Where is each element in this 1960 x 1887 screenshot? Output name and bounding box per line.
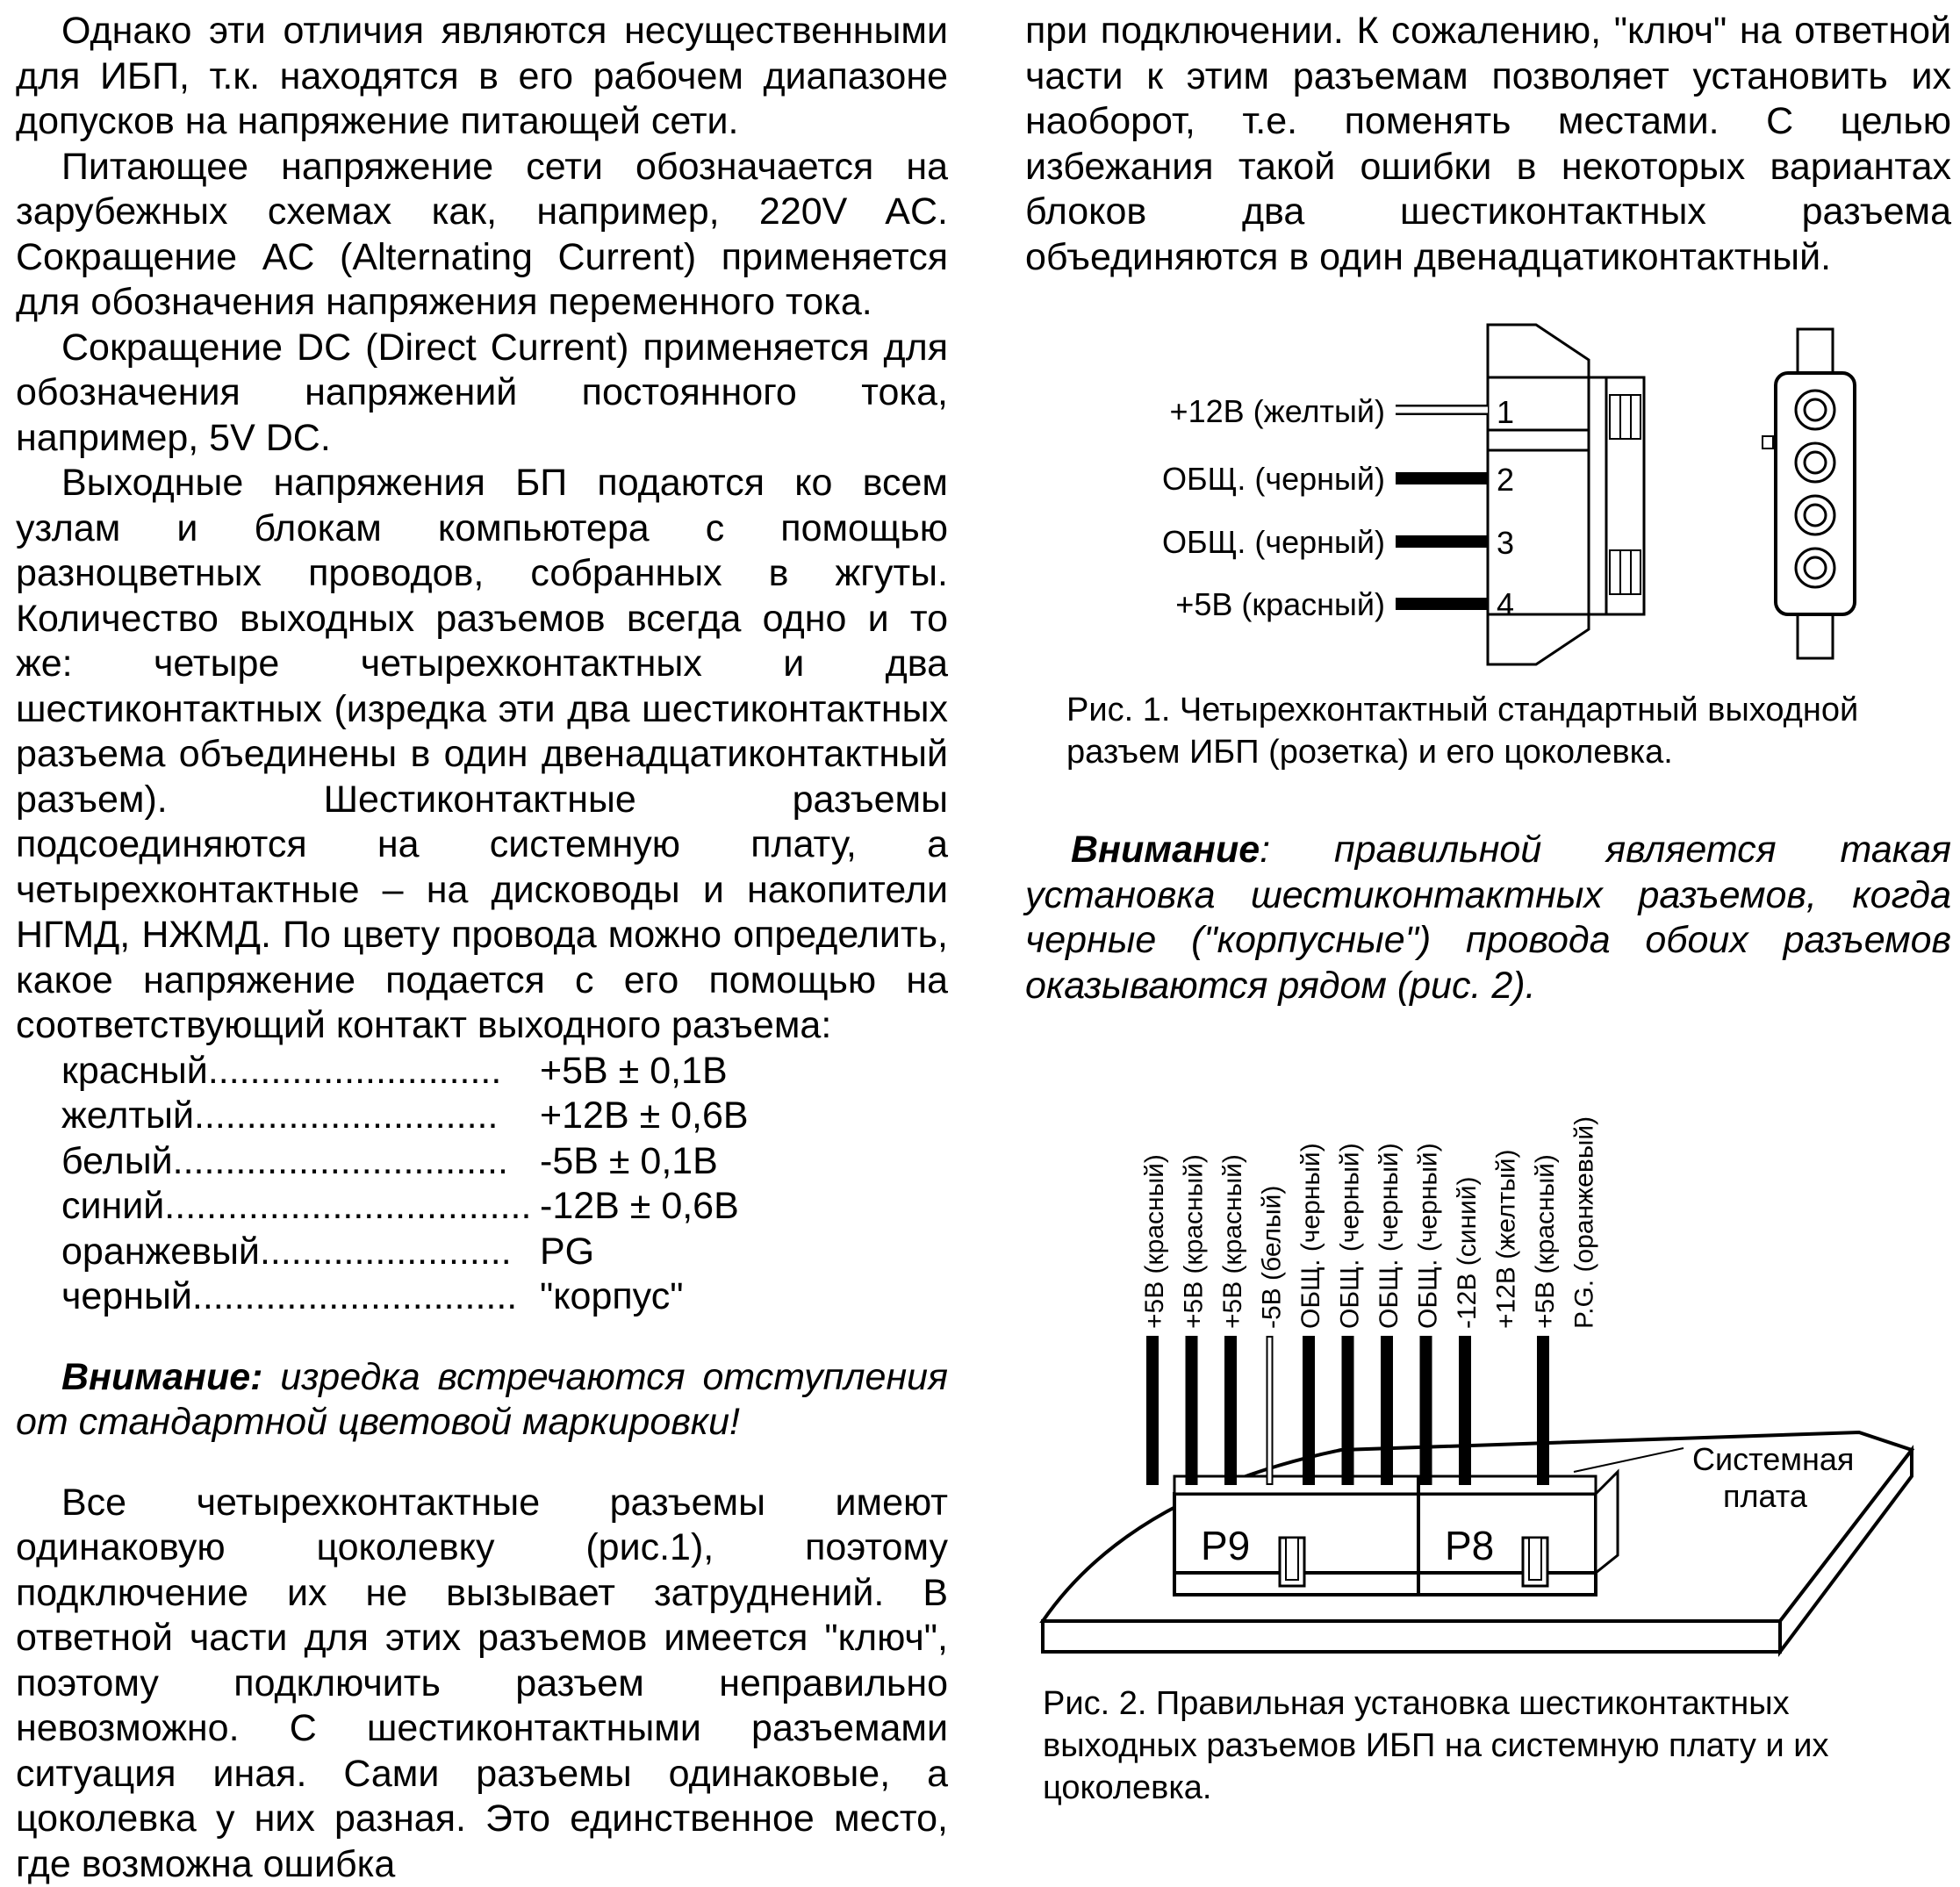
pin-number: 4: [1497, 586, 1514, 622]
right-column: [1025, 9, 1951, 280]
connector-latch-top: [1488, 325, 1589, 377]
warning-note: [1025, 828, 1951, 1008]
voltage-value: "корпус": [540, 1274, 829, 1320]
wire-color: белый................................: [61, 1139, 540, 1185]
voltage-value: +12В ± 0,6В: [540, 1094, 829, 1139]
figure-1-caption: Рис. 1. Четырехконтактный стандартный выходной разъем ИБП (розетка) и его цоколевка.: [1066, 689, 1944, 773]
wire-label: +5В (красный): [1180, 1154, 1209, 1329]
board-label: Системная: [1692, 1441, 1854, 1477]
wire-label: +5В (красный): [1531, 1154, 1560, 1329]
warning-text: изредка встречаются отступления от стандартной цветовой маркировки!: [16, 1356, 948, 1444]
connector-p9-label: P9: [1201, 1523, 1250, 1568]
voltage-row: [61, 1139, 829, 1185]
wire-label: -5В (белый): [1258, 1186, 1287, 1329]
figure-2: [1025, 1081, 1960, 1678]
voltage-row: [61, 1184, 829, 1230]
left-column: [16, 9, 948, 1887]
wire-label: ОБЩ. (черный): [1162, 524, 1385, 560]
wire-color: синий...................................: [61, 1184, 540, 1230]
warning-label: Внимание: [1071, 829, 1260, 871]
paragraph: Выходные напряжения БП подаются ко всем узлам и блокам компьютера с помощью разноцветных проводов, собранных в жгуты. Количество выходных разъемов всегда одно и то же: четыре четырехконтактных и два шестиконтактных (изредка эти два шестиконтактных разъема объединены в один двенадцатиконтактный разъем). Шестиконтактные разъемы подсоединяются на системную плату, а четырехконтактные – на дисководы и накопители НГМД, НЖМД. По цвету провода можно определить, какое напряжение подается с его помощью на соответствующий контакт выходного разъема:: [16, 461, 948, 1049]
voltage-row: [61, 1049, 829, 1094]
paragraph: Питающее напряжение сети обозначается на зарубежных схемах как, например, 220V AC. Сокращение AC (Alternating Current) применяется для обозначения напряжения переменного тока.: [16, 145, 948, 326]
wire-color: черный...............................: [61, 1274, 540, 1320]
voltage-value: PG: [540, 1230, 829, 1275]
wire-label: ОБЩ. (черный): [1375, 1143, 1404, 1329]
pin-number: 1: [1497, 394, 1514, 430]
paragraph: Однако эти отличия являются несущественными для ИБП, т.к. находятся в его рабочем диапазоне допусков на напряжение питающей сети.: [16, 9, 948, 145]
wire-label: ОБЩ. (черный): [1296, 1143, 1325, 1329]
wire-label: +12В (желтый): [1492, 1149, 1521, 1329]
wire-label: +5В (красный): [1140, 1154, 1169, 1329]
figure-2-caption: Рис. 2. Правильная установка шестиконтактных выходных разъемов ИБП на системную плату и их цоколевка.: [1043, 1683, 1938, 1809]
wire-color: оранжевый........................: [61, 1230, 540, 1275]
paragraph: Сокращение DC (Direct Current) применяется для обозначения напряжений постоянного тока, например, 5V DC.: [16, 326, 948, 462]
voltage-value: -5В ± 0,1В: [540, 1139, 829, 1185]
warning-note: [16, 1355, 948, 1446]
wire-label: ОБЩ. (черный): [1162, 461, 1385, 497]
front-key-bottom: [1798, 610, 1833, 658]
molex-connector-diagram: [1025, 312, 1960, 671]
voltage-row: [61, 1274, 829, 1320]
connector-p8-label: P8: [1445, 1523, 1494, 1568]
wire-label: ОБЩ. (черный): [1414, 1143, 1443, 1329]
wire-color: красный............................: [61, 1049, 540, 1094]
warning-label: Внимание:: [61, 1356, 263, 1398]
paragraph: при подключении. К сожалению, "ключ" на ответной части к этим разъемам позволяет установить их наоборот, т.е. поменять местами. С целью избежания такой ошибки в некоторых вариантах блоков два шестиконтактных разъема объединяются в один двенадцатиконтактный.: [1025, 9, 1951, 280]
voltage-row: [61, 1094, 829, 1139]
figure-1: [1025, 312, 1960, 671]
wire-label: +5В (красный): [1218, 1154, 1247, 1329]
paragraph: Все четырехконтактные разъемы имеют одинаковую цоколевку (рис.1), поэтому подключение их не вызывает затруднений. В ответной части для этих разъемов имеется "ключ", поэтому подключить разъем неправильно невозможно. С шестиконтактными разъемами ситуация иная. Сами разъемы одинаковые, а цоколевка у них разная. Это единственное место, где возможна ошибка: [16, 1481, 948, 1887]
board-label: плата: [1723, 1478, 1808, 1514]
wire-label: -12В (синий): [1453, 1176, 1482, 1329]
wire-label: P.G. (оранжевый): [1570, 1116, 1599, 1329]
voltage-value: +5В ± 0,1В: [540, 1049, 829, 1094]
wire-group: [1140, 1116, 1599, 1485]
wire-color: желтый.............................: [61, 1094, 540, 1139]
pin-number: 2: [1497, 462, 1514, 498]
motherboard-connector-diagram: [1025, 1081, 1960, 1678]
voltage-value: -12В ± 0,6В: [540, 1184, 829, 1230]
voltage-color-table: [61, 1049, 829, 1320]
wire-label: +12В (желтый): [1170, 393, 1385, 429]
wire-label: +5В (красный): [1175, 586, 1385, 622]
pin-number: 3: [1497, 525, 1514, 561]
right-warning-block: [1025, 828, 1951, 1008]
voltage-row: [61, 1230, 829, 1275]
front-key-top: [1798, 329, 1833, 377]
wire-label: ОБЩ. (черный): [1336, 1143, 1365, 1329]
warning-text: : правильной является такая установка шестиконтактных разъемов, когда черные ("корпусные") провода обоих разъемов оказываются рядом (рис. 2).: [1025, 829, 1951, 1007]
